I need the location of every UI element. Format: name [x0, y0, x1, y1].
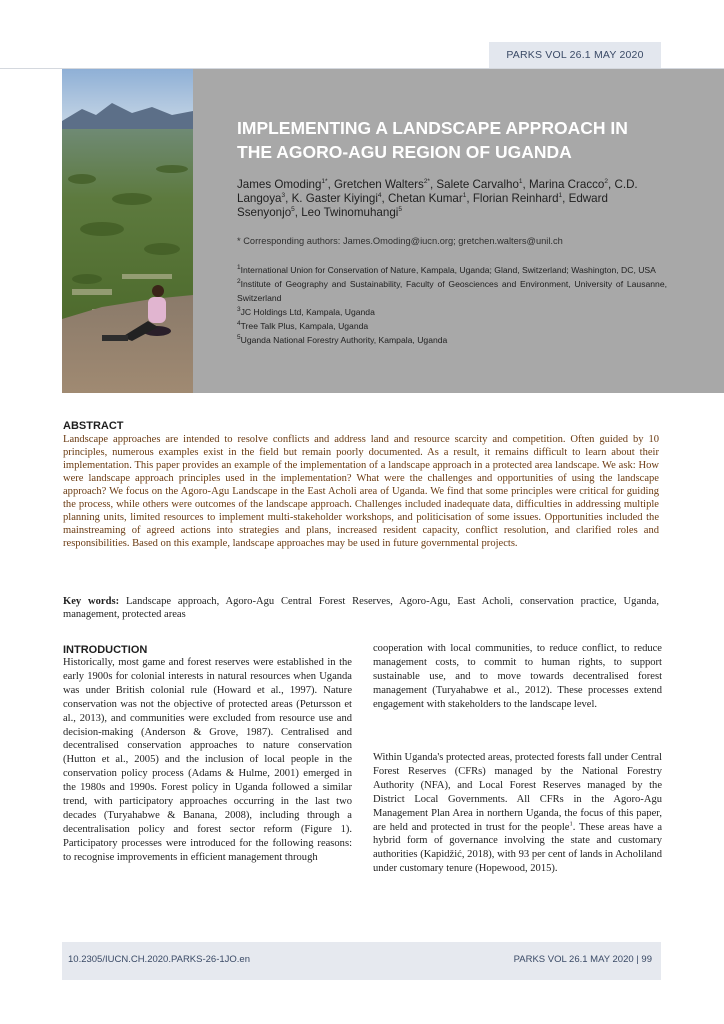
landscape-photo — [62, 69, 193, 393]
introduction-right-paragraph-1: cooperation with local communities, to reduce conflict, to reduce management costs, to commit to human rights, to support sustainable use, and to move towards decentralised forest management (Turyahabwe et al., 2012). These processes extend engagement with stakeholders to the landscape level. — [373, 643, 662, 710]
author: C.D. Langoya$^3$, — [237, 178, 638, 205]
journal-issue-tab: PARKS VOL 26.1 MAY 2020 — [489, 42, 661, 68]
affiliation-item: $^4$Tree Talk Plus, Kampala, Uganda — [237, 320, 369, 331]
abstract-heading: ABSTRACT — [63, 420, 124, 432]
author: Chetan Kumar$^1$, — [387, 192, 473, 205]
keywords-label: Key words: — [63, 596, 120, 607]
affiliation-item: $^1$International Union for Conservation of Nature, Kampala, Uganda; Gland, Switzerland; Washington, DC, USA — [237, 264, 656, 275]
author: Salete Carvalho$^1$, — [436, 178, 529, 191]
page-folio: PARKS VOL 26.1 MAY 2020 | 99 — [513, 954, 652, 965]
title-line-2: THE AGORO-AGU REGION OF UGANDA — [237, 142, 572, 162]
author: Gretchen Walters$^{2*}$, — [334, 178, 437, 191]
affiliation-item: $^2$Institute of Geography and Sustainability, Faculty of Geosciences and Environment, University of Lausanne, Switzerland — [237, 278, 667, 303]
author: Marina Cracco$^2$, — [529, 178, 615, 191]
author: James Omoding$^{1*}$, — [237, 178, 335, 191]
introduction-left-column: Historically, most game and forest reserves were established in the early 1900s for colonial interests in natural resources when Uganda was under British colonial rule (Howard et al., 1997). Nature conservation was not the objective of protected areas (Petursson et al., 2013), and communities were excluded from resource use and decision-making (Anderson & Grove, 1987). Centralised and decentralised conservation approaches to nature conservation (Hutton et al., 2005) and the inclusion of local people in the conservation policy process (Adams & Hulme, 2001) emerged in the 1980s and 1990s. Forest policy in Uganda followed a similar trend, with participatory approaches occurring in the last two decades (Turyahabwe & Banana, 2008), including through a decentralisation policy and forest sector reform (Figure 1). Participatory processes were introduced for the following reasons: to recognise improvements in efficient management through — [63, 657, 352, 863]
title-line-1: IMPLEMENTING A LANDSCAPE APPROACH IN — [237, 118, 628, 138]
keywords — [63, 595, 659, 621]
corresponding-authors: * Corresponding authors: James.Omoding@iucn.org; gretchen.walters@unil.ch — [237, 236, 563, 246]
author: Leo Twinomuhangi$^5$ — [301, 206, 402, 219]
doi[interactable]: 10.2305/IUCN.CH.2020.PARKS-26-1JO.en — [68, 954, 250, 965]
author-list — [237, 178, 667, 220]
page-number: 99 — [641, 954, 652, 965]
author: Edward Ssenyonjo$^5$, — [237, 192, 608, 219]
paper-title — [237, 116, 677, 164]
affiliation-item: $^5$Uganda National Forestry Authority, Kampala, Uganda — [237, 334, 448, 345]
introduction-heading: INTRODUCTION — [63, 644, 148, 656]
affiliations — [237, 263, 667, 347]
introduction-right-paragraph-2: Within Uganda's protected areas, protected forests fall under Central Forest Reserves (CFRs) managed by the National Forestry Authority (NFA), and Local Forest Reserves managed by the District Local Governments. All CFRs in the Agoro-Agu Management Plan Area in northern Uganda, the focus of this paper, are held and protected in trust for the people$^1$. These areas have a hybrid form of governance involving the state and customary authorities (Kapidžić, 2018), with 93 per cent of lands in Acholiland under customary tenure (Hopewood, 2015). — [373, 752, 662, 875]
footnote-marker: 1 — [569, 820, 573, 828]
abstract-text: Landscape approaches are intended to resolve conflicts and address land and resource scarcity and competition. Often guided by 10 principles, numerous examples exist in the field but remain poorly documented. As a result, it remains difficult to learn about their implementation. This paper provides an example of the implementation of a landscape approach in a protected area landscape. We ask: How were landscape approach principles used in the implementation? What were the challenges and opportunities of using the landscape approach? We focus on the Agoro-Agu Landscape in the East Acholi area of Uganda. We find that some principles were critical for guiding the process, while others were outcomes of the landscape approach. Challenges included inadequate data, difficulties in addressing multiple planning units, limited resources to implement multi-stakeholder workshops, and politicisation of some issues. Opportunities included the mainstreaming of agreed actions into strategies and plans, increased resident capacity, conflict resolution, and clarified roles and responsibilities. Based on this example, landscape approaches may be used in future governmental projects. — [63, 434, 659, 549]
author: Florian Reinhard$^1$, — [472, 192, 569, 205]
author: K. Gaster Kiyingi$^4$, — [291, 192, 388, 205]
keywords-text: Landscape approach, Agoro-Agu Central Forest Reserves, Agoro-Agu, East Acholi, conservation practice, Uganda, management, protected areas — [63, 596, 659, 620]
affiliation-item: $^3$JC Holdings Ltd, Kampala, Uganda — [237, 306, 375, 317]
